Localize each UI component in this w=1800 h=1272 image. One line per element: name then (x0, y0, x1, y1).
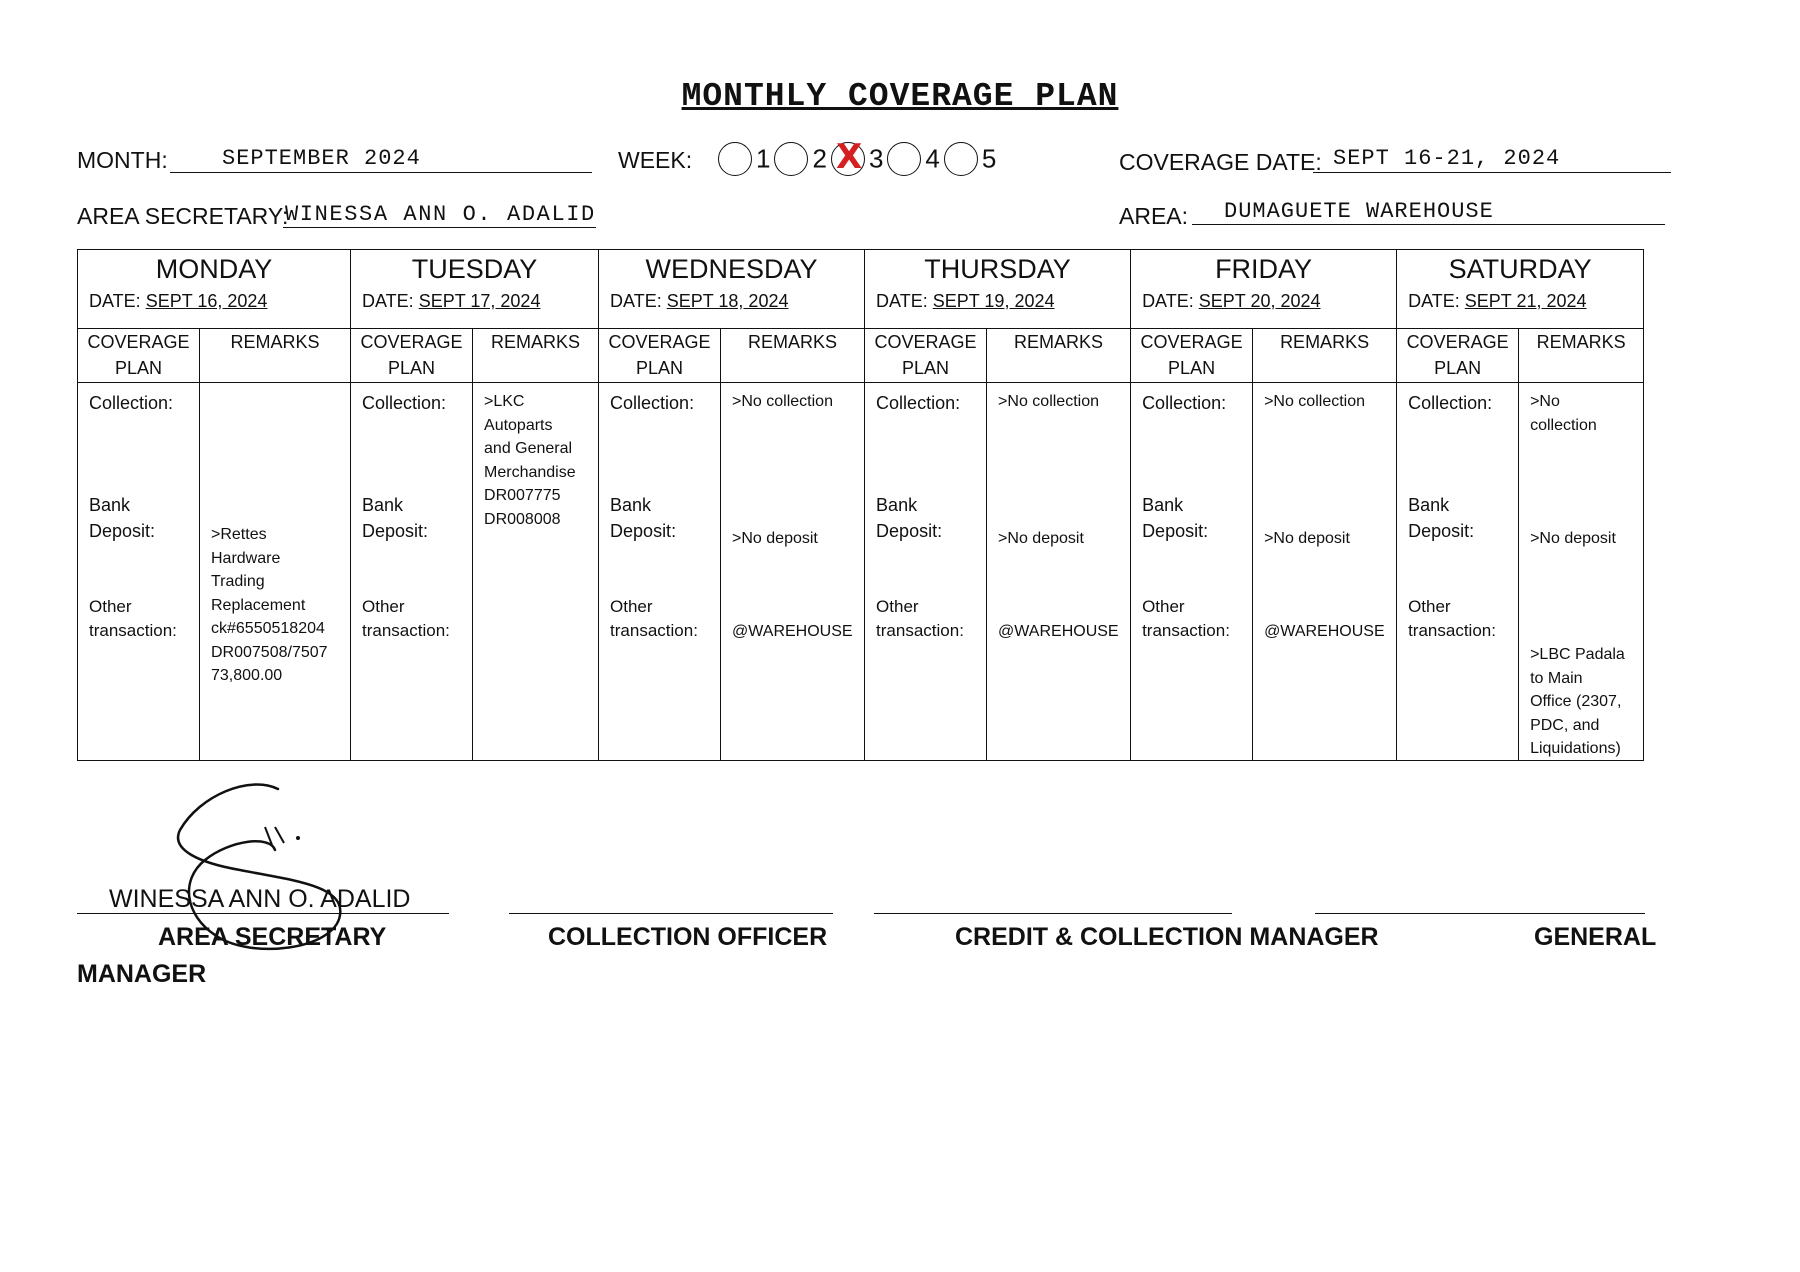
remark-other: @WAREHOUSE (732, 623, 853, 640)
coverage-plan-cell-wednesday (599, 383, 721, 761)
remark-collection: >No collection (998, 393, 1099, 410)
remark-deposit: >No deposit (998, 530, 1084, 547)
secretary-name: WINESSA ANN O. ADALID (109, 885, 411, 913)
plan-transaction-label: transaction: (1142, 621, 1230, 640)
remark-other: @WAREHOUSE (1264, 623, 1385, 640)
day-header-monday (78, 250, 351, 329)
week-option-5[interactable] (944, 142, 996, 176)
coverage-plan-header (1397, 329, 1519, 383)
remarks-header: REMARKS (473, 329, 599, 383)
plan-transaction-label: transaction: (1408, 621, 1496, 640)
area-field (1192, 199, 1665, 225)
day-header-saturday (1397, 250, 1644, 329)
remarks-header: REMARKS (1253, 329, 1397, 383)
date-value: SEPT 19, 2024 (932, 291, 1055, 311)
coverage-plan-header-text: COVERAGE PLAN (87, 332, 190, 378)
remarks-cell-wednesday (721, 383, 865, 761)
day-name: WEDNESDAY (645, 254, 818, 284)
date-label: DATE: (1408, 291, 1460, 311)
plan-collection-label: Collection: (1408, 393, 1493, 413)
remark-deposit: >No deposit (1530, 530, 1616, 547)
coverage-date-field (1313, 146, 1671, 173)
plan-bank-label: Bank (89, 495, 131, 515)
remarks-cell-tuesday (473, 383, 599, 761)
month-value: SEPTEMBER 2024 (222, 146, 421, 171)
day-date (1408, 291, 1643, 312)
plan-other-label: Other (1408, 597, 1451, 616)
day-date (89, 291, 350, 312)
coverage-plan-header (1131, 329, 1253, 383)
collection-officer-title: COLLECTION OFFICER (548, 923, 828, 951)
remark-other: >LBC Padala to Main Office (2307, PDC, and Liquidations) (1530, 646, 1625, 757)
remark-collection: >LKC Autoparts and General Merchandise DR007775 DR008008 (484, 393, 576, 528)
day-name: TUESDAY (411, 254, 538, 284)
plan-bank-label: Bank (876, 495, 918, 515)
coverage-plan-header-text: COVERAGE PLAN (874, 332, 977, 378)
plan-deposit-label: Deposit: (876, 521, 943, 541)
area-value: DUMAGUETE WAREHOUSE (1224, 199, 1494, 224)
credit-manager-line (874, 913, 1232, 914)
remarks-header: REMARKS (1519, 329, 1644, 383)
week-radio-1[interactable] (718, 142, 752, 176)
day-header-friday (1131, 250, 1397, 329)
secretary-title: AREA SECRETARY (158, 923, 387, 951)
remarks-cell-saturday (1519, 383, 1644, 761)
coverage-date-value: SEPT 16-21, 2024 (1333, 146, 1561, 171)
day-name: THURSDAY (924, 254, 1071, 284)
plan-deposit-label: Deposit: (610, 521, 677, 541)
plan-bank-label: Bank (610, 495, 652, 515)
week-option-label: 2 (812, 143, 827, 174)
date-value: SEPT 21, 2024 (1464, 291, 1587, 311)
week-selector (718, 137, 1000, 178)
coverage-plan-cell-tuesday (351, 383, 473, 761)
coverage-date-label: COVERAGE DATE: (1119, 149, 1322, 175)
week-option-label: 4 (925, 143, 940, 174)
day-header-tuesday (351, 250, 599, 329)
coverage-plan-table (77, 249, 1644, 761)
coverage-plan-cell-friday (1131, 383, 1253, 761)
day-date (1142, 291, 1396, 312)
coverage-plan-header (599, 329, 721, 383)
day-date (876, 291, 1130, 312)
general-manager-title: GENERAL (1534, 923, 1657, 951)
day-date (362, 291, 598, 312)
month-field (170, 146, 592, 173)
remark-collection: >No collection (732, 393, 833, 410)
remarks-cell-friday (1253, 383, 1397, 761)
plan-bank-label: Bank (362, 495, 404, 515)
remark-other: @WAREHOUSE (998, 623, 1119, 640)
day-name: SATURDAY (1448, 254, 1592, 284)
date-label: DATE: (89, 291, 141, 311)
coverage-plan-cell-thursday (865, 383, 987, 761)
week-option-label: 5 (981, 143, 997, 174)
day-name: MONDAY (155, 254, 273, 284)
plan-transaction-label: transaction: (610, 621, 698, 640)
week-radio-2[interactable] (774, 142, 808, 176)
coverage-plan-header-text: COVERAGE PLAN (1406, 332, 1509, 378)
plan-deposit-label: Deposit: (89, 521, 156, 541)
plan-other-label: Other (362, 597, 405, 616)
date-label: DATE: (1142, 291, 1194, 311)
plan-other-label: Other (876, 597, 919, 616)
credit-manager-title: CREDIT & COLLECTION MANAGER (955, 923, 1379, 951)
date-label: DATE: (610, 291, 662, 311)
remarks-cell-thursday (987, 383, 1131, 761)
week-radio-4[interactable] (887, 142, 921, 176)
coverage-plan-header (78, 329, 200, 383)
date-label: DATE: (876, 291, 928, 311)
plan-deposit-label: Deposit: (1408, 521, 1475, 541)
remark-collection: >No collection (1264, 393, 1366, 410)
date-value: SEPT 20, 2024 (1198, 291, 1321, 311)
day-header-wednesday (599, 250, 865, 329)
plan-other-label: Other (610, 597, 653, 616)
plan-bank-label: Bank (1408, 495, 1450, 515)
plan-other-label: Other (89, 597, 132, 616)
week-label: WEEK: (618, 147, 693, 173)
coverage-plan-header-text: COVERAGE PLAN (1140, 332, 1243, 378)
week-radio-5[interactable] (944, 142, 978, 176)
remark-collection: >No collection (1530, 393, 1597, 434)
remarks-header: REMARKS (721, 329, 865, 383)
area-secretary-label: AREA SECRETARY: (77, 203, 289, 229)
plan-transaction-label: transaction: (876, 621, 964, 640)
remark-deposit: >No deposit (732, 530, 818, 547)
general-manager-line (1315, 913, 1645, 914)
page-title: MONTHLY COVERAGE PLAN (681, 78, 1119, 115)
week-option-3[interactable] (831, 137, 884, 178)
general-manager-title-cont: MANAGER (77, 960, 207, 988)
plan-collection-label: Collection: (876, 393, 961, 413)
plan-transaction-label: transaction: (89, 621, 177, 640)
area-secretary-field (283, 202, 596, 228)
week-option-1[interactable] (718, 142, 770, 176)
coverage-plan-cell-monday (78, 383, 200, 761)
area-secretary-value: WINESSA ANN O. ADALID (285, 202, 596, 227)
remarks-cell-monday (200, 383, 351, 761)
plan-collection-label: Collection: (362, 393, 447, 413)
plan-collection-label: Collection: (610, 393, 695, 413)
day-name: FRIDAY (1215, 254, 1313, 284)
date-label: DATE: (362, 291, 414, 311)
coverage-plan-cell-saturday (1397, 383, 1519, 761)
coverage-plan-header (865, 329, 987, 383)
remarks-header: REMARKS (987, 329, 1131, 383)
month-label: MONTH: (77, 147, 168, 173)
coverage-plan-header-text: COVERAGE PLAN (360, 332, 463, 378)
week-option-label: 1 (756, 143, 771, 174)
date-value: SEPT 17, 2024 (418, 291, 541, 311)
week-option-4[interactable] (887, 142, 939, 176)
remarks-header: REMARKS (200, 329, 351, 383)
coverage-plan-header (351, 329, 473, 383)
collection-officer-line (509, 913, 833, 914)
day-header-thursday (865, 250, 1131, 329)
plan-deposit-label: Deposit: (1142, 521, 1209, 541)
plan-transaction-label: transaction: (362, 621, 450, 640)
day-date (610, 291, 864, 312)
week-selected-mark: X (835, 137, 863, 178)
remark-deposit: >Rettes Hardware Trading Replacement ck#6550518204 DR007508/7507 73,800.00 (211, 526, 328, 684)
plan-other-label: Other (1142, 597, 1185, 616)
date-value: SEPT 16, 2024 (145, 291, 268, 311)
week-radio-3[interactable] (831, 137, 865, 178)
remark-deposit: >No deposit (1264, 530, 1350, 547)
week-option-2[interactable] (774, 142, 826, 176)
area-label: AREA: (1119, 203, 1189, 229)
plan-bank-label: Bank (1142, 495, 1184, 515)
plan-collection-label: Collection: (1142, 393, 1227, 413)
plan-collection-label: Collection: (89, 393, 174, 413)
week-option-label: 3 (868, 143, 884, 174)
coverage-plan-header-text: COVERAGE PLAN (608, 332, 711, 378)
plan-deposit-label: Deposit: (362, 521, 429, 541)
secretary-signature-line (77, 913, 449, 914)
date-value: SEPT 18, 2024 (666, 291, 789, 311)
